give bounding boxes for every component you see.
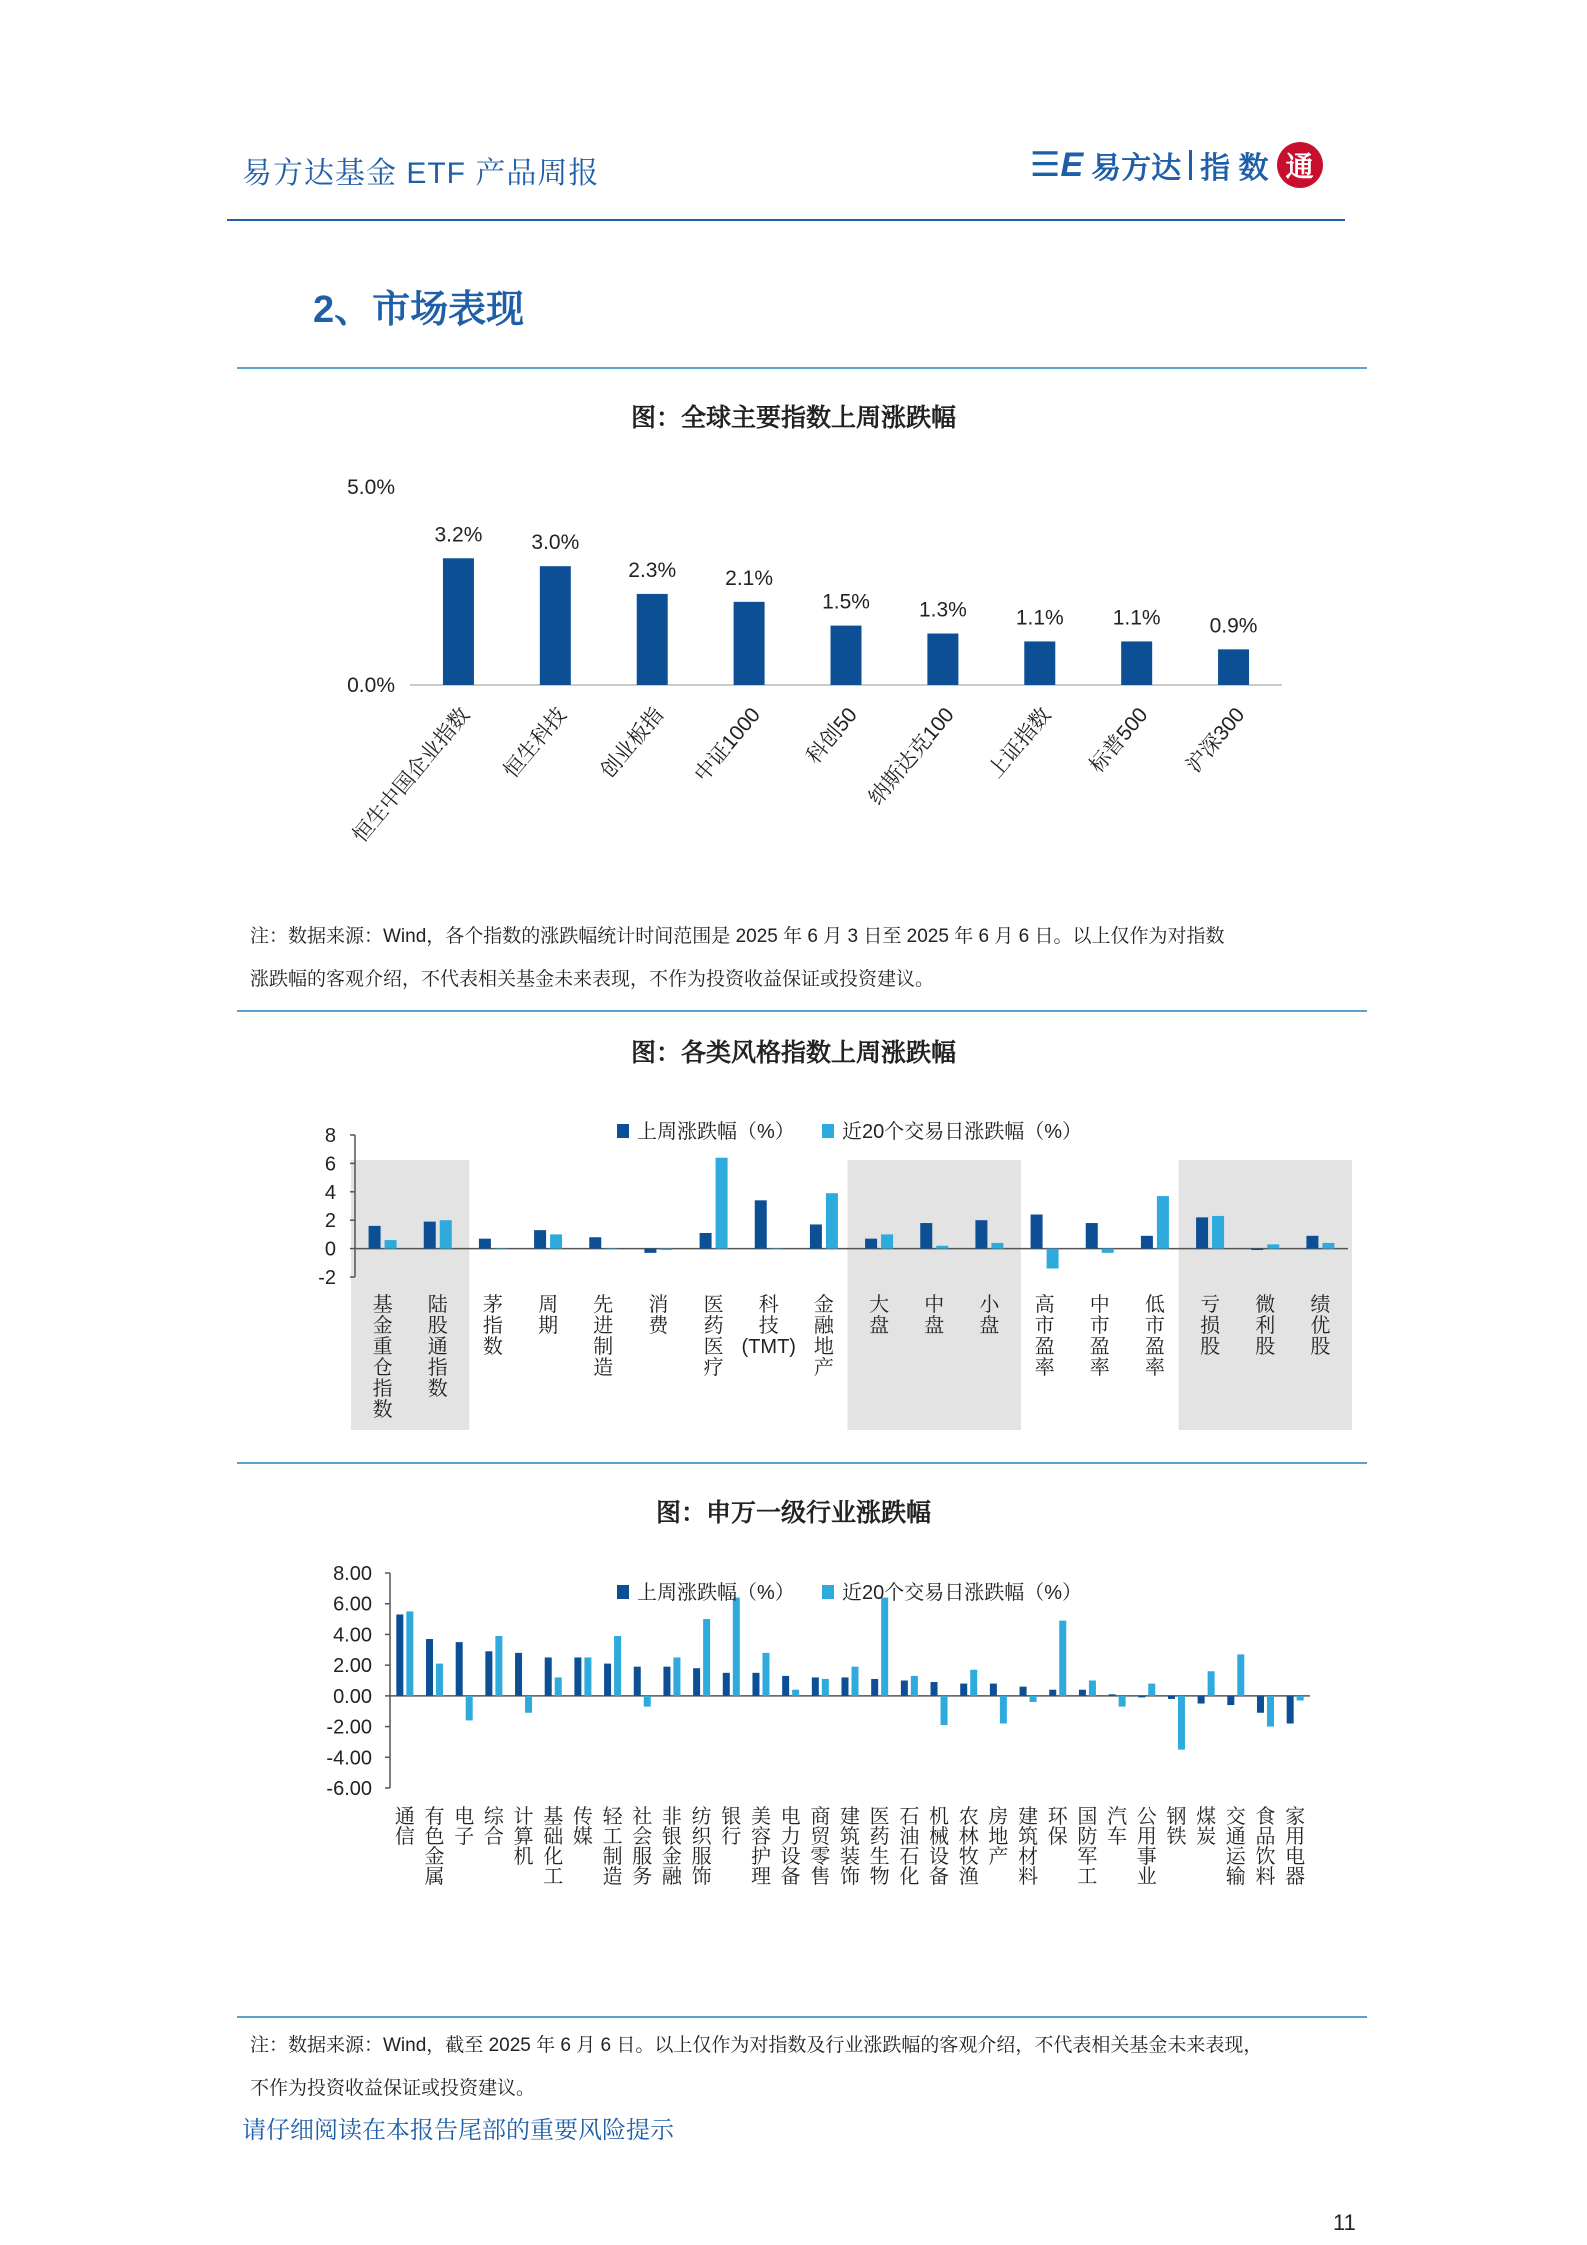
chart1-category-label: 中证1000 bbox=[690, 703, 765, 787]
chart2-category-label: 亏损股 bbox=[1200, 1294, 1221, 1358]
chart2-title: 图：各类风格指数上周涨跌幅 bbox=[630, 1039, 956, 1067]
chart3-category-label: 银行 bbox=[721, 1806, 742, 1848]
chart2-bar-week bbox=[1196, 1217, 1208, 1248]
chart2-legend-swatch-week bbox=[617, 1124, 629, 1138]
chart1-note-line2: 涨跌幅的客观介绍，不代表相关基金未来表现，不作为投资收益保证或投资建议。 bbox=[250, 969, 935, 990]
chart2-category-label: 大盘 bbox=[869, 1294, 890, 1337]
chart3-bar-week bbox=[960, 1684, 967, 1696]
chart3-bar-week bbox=[545, 1657, 552, 1695]
chart3-category-label: 非银金融 bbox=[661, 1806, 682, 1888]
chart2-bar-week bbox=[1251, 1249, 1263, 1250]
chart1-category-label: 科创50 bbox=[802, 703, 862, 769]
chart3-bar-week bbox=[1198, 1696, 1205, 1704]
chart1-bar bbox=[1218, 649, 1249, 685]
chart2-bar-week bbox=[700, 1233, 712, 1249]
chart2-legend-20d: 近20个交易日涨跌幅（%） bbox=[842, 1121, 1083, 1143]
chart2-category-label: 科技(TMT) bbox=[741, 1294, 796, 1358]
chart1-value-label: 0.9% bbox=[1209, 614, 1258, 638]
chart3-bar-20d bbox=[1059, 1621, 1066, 1696]
chart2-category-label: 金融地产 bbox=[813, 1294, 834, 1379]
chart3-category-label: 环保 bbox=[1047, 1806, 1068, 1848]
chart2-top-rule bbox=[237, 1010, 1367, 1012]
chart3-bar-week bbox=[634, 1667, 641, 1696]
chart3-category-label: 煤炭 bbox=[1196, 1806, 1217, 1848]
chart2-bar-week bbox=[1306, 1236, 1318, 1249]
chart2-bar-week bbox=[424, 1222, 436, 1249]
chart3-ytick: 8.00 bbox=[333, 1563, 372, 1585]
chart3-bar-20d bbox=[762, 1653, 769, 1696]
chart2-ytick: 8 bbox=[324, 1125, 336, 1147]
chart3-category-label: 国防军工 bbox=[1077, 1806, 1098, 1888]
chart1-value-label: 1.1% bbox=[1015, 606, 1064, 630]
chart3-note-line2: 不作为投资收益保证或投资建议。 bbox=[250, 2078, 536, 2099]
chart2-bar-20d bbox=[385, 1240, 397, 1249]
chart3-bar-week bbox=[515, 1653, 522, 1696]
chart3-bar-20d bbox=[881, 1598, 888, 1696]
chart3-bar-20d bbox=[1119, 1696, 1126, 1707]
chart3-bar-week bbox=[574, 1657, 581, 1695]
chart3-bar-20d bbox=[614, 1636, 621, 1696]
chart3-top-rule bbox=[237, 1462, 1367, 1464]
chart3-category-label: 钢铁 bbox=[1166, 1806, 1187, 1848]
chart2-category-label: 小盘 bbox=[979, 1294, 1000, 1337]
chart3-category-label: 基础化工 bbox=[543, 1806, 564, 1888]
chart1-bar bbox=[1024, 641, 1055, 685]
chart2-ytick: 0 bbox=[324, 1238, 336, 1261]
chart2-ytick: 6 bbox=[324, 1153, 336, 1176]
chart3-ytick: 2.00 bbox=[333, 1655, 372, 1678]
chart3-category-label: 社会服务 bbox=[632, 1806, 653, 1888]
chart3-bar-week bbox=[1257, 1696, 1264, 1713]
chart3-category-label: 房地产 bbox=[988, 1806, 1009, 1868]
chart2-bar-20d bbox=[660, 1249, 672, 1250]
chart2-bar-20d bbox=[1267, 1244, 1279, 1248]
chart3-legend-swatch-20d bbox=[822, 1585, 834, 1599]
chart2-category-label: 基金重仓指数 bbox=[372, 1294, 393, 1421]
chart3-category-label: 商贸零售 bbox=[810, 1806, 831, 1888]
chart2-bar-20d bbox=[881, 1234, 893, 1248]
chart3-bar-20d bbox=[555, 1677, 562, 1695]
chart2-bar-20d bbox=[605, 1249, 617, 1250]
chart2-bar-week bbox=[975, 1220, 987, 1248]
chart2-category-label: 中市盈率 bbox=[1089, 1294, 1110, 1379]
chart2-bar-20d bbox=[826, 1193, 838, 1248]
chart3-category-label: 机械设备 bbox=[929, 1806, 950, 1888]
chart1-ytick: 0.0% bbox=[347, 674, 395, 697]
chart2-legend-week: 上周涨跌幅（%） bbox=[637, 1121, 795, 1143]
chart2-bar-20d bbox=[1102, 1249, 1114, 1253]
chart3-category-label: 电力设备 bbox=[780, 1806, 801, 1888]
chart2-bar-week bbox=[589, 1237, 601, 1248]
chart2-bar-week bbox=[1086, 1223, 1098, 1249]
chart3-ytick: -4.00 bbox=[326, 1747, 372, 1770]
chart3-category-label: 石油石化 bbox=[899, 1806, 920, 1888]
chart1-ytick: 5.0% bbox=[347, 476, 395, 499]
chart2-category-label: 中盘 bbox=[924, 1294, 945, 1337]
chart3-bar-20d bbox=[495, 1636, 502, 1696]
chart3-bar-20d bbox=[644, 1696, 651, 1707]
chart1-category-label: 纳斯达克100 bbox=[864, 703, 959, 810]
chart3-bar-20d bbox=[1178, 1696, 1185, 1750]
chart3-bar-week bbox=[1227, 1696, 1234, 1705]
chart2-bar-week bbox=[920, 1223, 932, 1249]
chart3-category-label: 通信 bbox=[394, 1806, 415, 1848]
chart2-bar-week bbox=[810, 1224, 822, 1248]
chart1-bar bbox=[540, 566, 571, 685]
chart3-category-label: 有色金属 bbox=[424, 1806, 445, 1888]
chart3-bar-week bbox=[1079, 1690, 1086, 1696]
logo-index-text: 指 数 bbox=[1200, 152, 1269, 185]
logo-text: 易方达 bbox=[1091, 152, 1182, 185]
chart3-category-label: 综合 bbox=[483, 1806, 504, 1848]
chart3-bar-week bbox=[901, 1681, 908, 1696]
chart2-category-label: 先进制造 bbox=[593, 1294, 614, 1379]
chart2-bar-20d bbox=[716, 1158, 728, 1249]
chart3-bar-20d bbox=[733, 1598, 740, 1696]
chart3-category-label: 建筑材料 bbox=[1018, 1806, 1039, 1888]
chart2-bar-20d bbox=[1322, 1243, 1334, 1249]
chart3-category-label: 交通运输 bbox=[1225, 1806, 1246, 1888]
chart3-bar-20d bbox=[1148, 1684, 1155, 1696]
chart1-bar bbox=[443, 558, 474, 685]
chart2-category-label: 陆股通指数 bbox=[427, 1294, 448, 1400]
chart2-category-label: 茅指数 bbox=[482, 1294, 503, 1358]
chart3-bar-20d bbox=[1208, 1671, 1215, 1696]
chart1-value-label: 2.3% bbox=[628, 558, 677, 582]
chart1-category-label: 恒生中国企业指数 bbox=[348, 703, 475, 847]
chart3-bar-week bbox=[426, 1639, 433, 1696]
chart2-bar-20d bbox=[1047, 1249, 1059, 1269]
chart2-category-label: 消费 bbox=[648, 1294, 669, 1337]
chart2-category-label: 周期 bbox=[538, 1294, 559, 1337]
chart2-bar-week bbox=[534, 1230, 546, 1248]
chart2-ytick: 2 bbox=[324, 1210, 336, 1233]
chart3-ytick: 4.00 bbox=[333, 1624, 372, 1647]
chart2-category-label: 高市盈率 bbox=[1034, 1294, 1055, 1379]
chart3-bar-20d bbox=[1089, 1681, 1096, 1696]
chart1-title: 图：全球主要指数上周涨跌幅 bbox=[630, 404, 956, 432]
chart3-bar-20d bbox=[584, 1657, 591, 1695]
chart3-bar-20d bbox=[1297, 1696, 1304, 1701]
chart2-bar-20d bbox=[991, 1243, 1003, 1249]
chart2-bar-20d bbox=[550, 1234, 562, 1248]
chart2-bar-week bbox=[755, 1200, 767, 1248]
chart2-bar-week bbox=[644, 1249, 656, 1253]
chart2-category-label: 绩优股 bbox=[1310, 1294, 1331, 1358]
logo-seal: 通 bbox=[1277, 142, 1323, 188]
chart3-bar-week bbox=[456, 1642, 463, 1696]
chart3-bar-20d bbox=[466, 1696, 473, 1721]
chart3-ytick: -6.00 bbox=[326, 1778, 372, 1800]
chart1-bar bbox=[637, 594, 668, 685]
chart3-bar-20d bbox=[970, 1670, 977, 1696]
chart3-category-label: 医药生物 bbox=[869, 1806, 890, 1888]
chart1-bar bbox=[927, 634, 958, 685]
chart2-bar-20d bbox=[1157, 1196, 1169, 1249]
chart1-category-label: 恒生科技 bbox=[499, 703, 572, 783]
chart1-bar bbox=[831, 626, 862, 685]
chart3-bar-20d bbox=[703, 1619, 710, 1696]
chart3-legend-swatch-week bbox=[617, 1585, 629, 1599]
chart2-bar-week bbox=[1141, 1236, 1153, 1249]
chart3-bar-week bbox=[1287, 1696, 1294, 1724]
chart2-ytick: 4 bbox=[324, 1181, 336, 1204]
chart3-bar-week bbox=[990, 1684, 997, 1696]
chart2-category-label: 低市盈率 bbox=[1144, 1294, 1165, 1379]
chart3-bar-week bbox=[1020, 1687, 1027, 1696]
chart3-bar-week bbox=[663, 1667, 670, 1696]
chart1-value-label: 1.1% bbox=[1112, 606, 1161, 630]
chart2-category-label: 医药医疗 bbox=[703, 1294, 724, 1379]
chart2-bar-week bbox=[865, 1239, 877, 1249]
chart3-bar-20d bbox=[911, 1676, 918, 1696]
chart3-bar-20d bbox=[406, 1611, 413, 1695]
chart2-bar-week bbox=[369, 1226, 381, 1249]
chart3-category-label: 农林牧渔 bbox=[958, 1806, 979, 1888]
section-title: 2、市场表现 bbox=[313, 289, 525, 331]
chart3-category-label: 公用事业 bbox=[1136, 1806, 1157, 1888]
chart3-category-label: 轻工制造 bbox=[602, 1806, 623, 1888]
chart1-value-label: 3.2% bbox=[434, 523, 483, 547]
chart3-bar-week bbox=[1138, 1696, 1145, 1698]
chart1-value-label: 2.1% bbox=[725, 566, 774, 590]
chart1-category-label: 沪深300 bbox=[1182, 703, 1250, 778]
chart3-bar-20d bbox=[525, 1696, 532, 1713]
chart3-bar-week bbox=[693, 1668, 700, 1696]
chart3-bar-20d bbox=[436, 1664, 443, 1696]
chart3-bar-week bbox=[1109, 1694, 1116, 1696]
chart1-category-label: 标普500 bbox=[1085, 703, 1153, 778]
risk-warning[interactable]: 请仔细阅读在本报告尾部的重要风险提示 bbox=[242, 2117, 674, 2144]
chart2-bar-week bbox=[479, 1239, 491, 1249]
chart3-bar-week bbox=[1049, 1690, 1056, 1696]
chart2-bar-20d bbox=[771, 1249, 783, 1250]
chart3-bar-week bbox=[871, 1679, 878, 1696]
chart3-ytick: 0.00 bbox=[333, 1685, 372, 1708]
chart3-bar-20d bbox=[1030, 1696, 1037, 1702]
notes-top-rule bbox=[237, 2016, 1367, 2018]
chart2-bar-20d bbox=[495, 1249, 507, 1250]
chart2-legend-swatch-20d bbox=[822, 1124, 834, 1138]
chart1-note-line1: 注：数据来源：Wind，各个指数的涨跌幅统计时间范围是 2025 年 6 月 3 日至 2025 年 6 月 6 日。以上仅作为对指数 bbox=[250, 926, 1225, 947]
chart2-bar-20d bbox=[1212, 1216, 1224, 1249]
chart3-bar-week bbox=[752, 1673, 759, 1696]
chart1-category-label: 创业板指 bbox=[596, 703, 669, 783]
chart3-note-line1: 注：数据来源：Wind，截至 2025 年 6 月 6 日。以上仅作为对指数及行业涨跌幅的客观介绍，不代表相关基金未来表现， bbox=[250, 2035, 1263, 2056]
chart3-bar-week bbox=[782, 1676, 789, 1696]
chart3-category-label: 汽车 bbox=[1107, 1806, 1128, 1848]
page-number: 11 bbox=[1333, 2210, 1356, 2235]
chart2-band bbox=[351, 1160, 469, 1430]
chart3-category-label: 计算机 bbox=[513, 1806, 534, 1868]
chart1-bar bbox=[734, 602, 765, 685]
chart3-bar-20d bbox=[852, 1667, 859, 1696]
chart3-bar-week bbox=[604, 1664, 611, 1696]
chart1-bar bbox=[1121, 641, 1152, 685]
chart1-category-label: 上证指数 bbox=[983, 703, 1056, 783]
chart3-bar-20d bbox=[822, 1679, 829, 1696]
logo-e-icon: ☰E bbox=[1030, 146, 1084, 184]
chart2-bar-week bbox=[1031, 1215, 1043, 1249]
chart3-bar-week bbox=[396, 1614, 403, 1695]
chart3-legend-20d: 近20个交易日涨跌幅（%） bbox=[842, 1582, 1083, 1604]
chart3-category-label: 纺织服饰 bbox=[691, 1806, 712, 1888]
chart3-bar-20d bbox=[792, 1690, 799, 1696]
chart3-bar-week bbox=[931, 1682, 938, 1696]
chart3-title: 图：申万一级行业涨跌幅 bbox=[655, 1499, 931, 1527]
chart3-bar-week bbox=[842, 1677, 849, 1695]
chart3-bar-week bbox=[485, 1651, 492, 1696]
chart1-value-label: 3.0% bbox=[531, 531, 580, 555]
chart2-bar-20d bbox=[440, 1220, 452, 1248]
chart3-legend-week: 上周涨跌幅（%） bbox=[637, 1582, 795, 1604]
chart3-bar-week bbox=[812, 1677, 819, 1695]
chart3-bar-20d bbox=[1237, 1654, 1244, 1695]
chart3-ytick: 6.00 bbox=[333, 1593, 372, 1616]
chart1-value-label: 1.3% bbox=[918, 598, 967, 622]
chart2-category-label: 微利股 bbox=[1255, 1294, 1276, 1358]
chart1-value-label: 1.5% bbox=[822, 590, 870, 614]
chart3-bar-week bbox=[723, 1673, 730, 1696]
chart3-category-label: 食品饮料 bbox=[1255, 1806, 1276, 1888]
chart3-bar-20d bbox=[673, 1657, 680, 1695]
chart3-bar-20d bbox=[1000, 1696, 1007, 1724]
chart3-category-label: 美容护理 bbox=[750, 1806, 771, 1888]
chart3-category-label: 传媒 bbox=[572, 1806, 593, 1848]
chart3-bar-20d bbox=[1267, 1696, 1274, 1727]
chart2-ytick: -2 bbox=[318, 1267, 336, 1289]
report-title: 易方达基金 ETF 产品周报 bbox=[242, 157, 600, 190]
chart3-bar-20d bbox=[941, 1696, 948, 1725]
chart3-category-label: 电子 bbox=[454, 1806, 475, 1848]
chart3-bar-week bbox=[1168, 1696, 1175, 1699]
chart3-category-label: 建筑装饰 bbox=[840, 1806, 860, 1888]
chart2-bar-20d bbox=[936, 1246, 948, 1249]
chart3-ytick: -2.00 bbox=[326, 1716, 372, 1739]
chart3-category-label: 家用电器 bbox=[1285, 1806, 1306, 1888]
